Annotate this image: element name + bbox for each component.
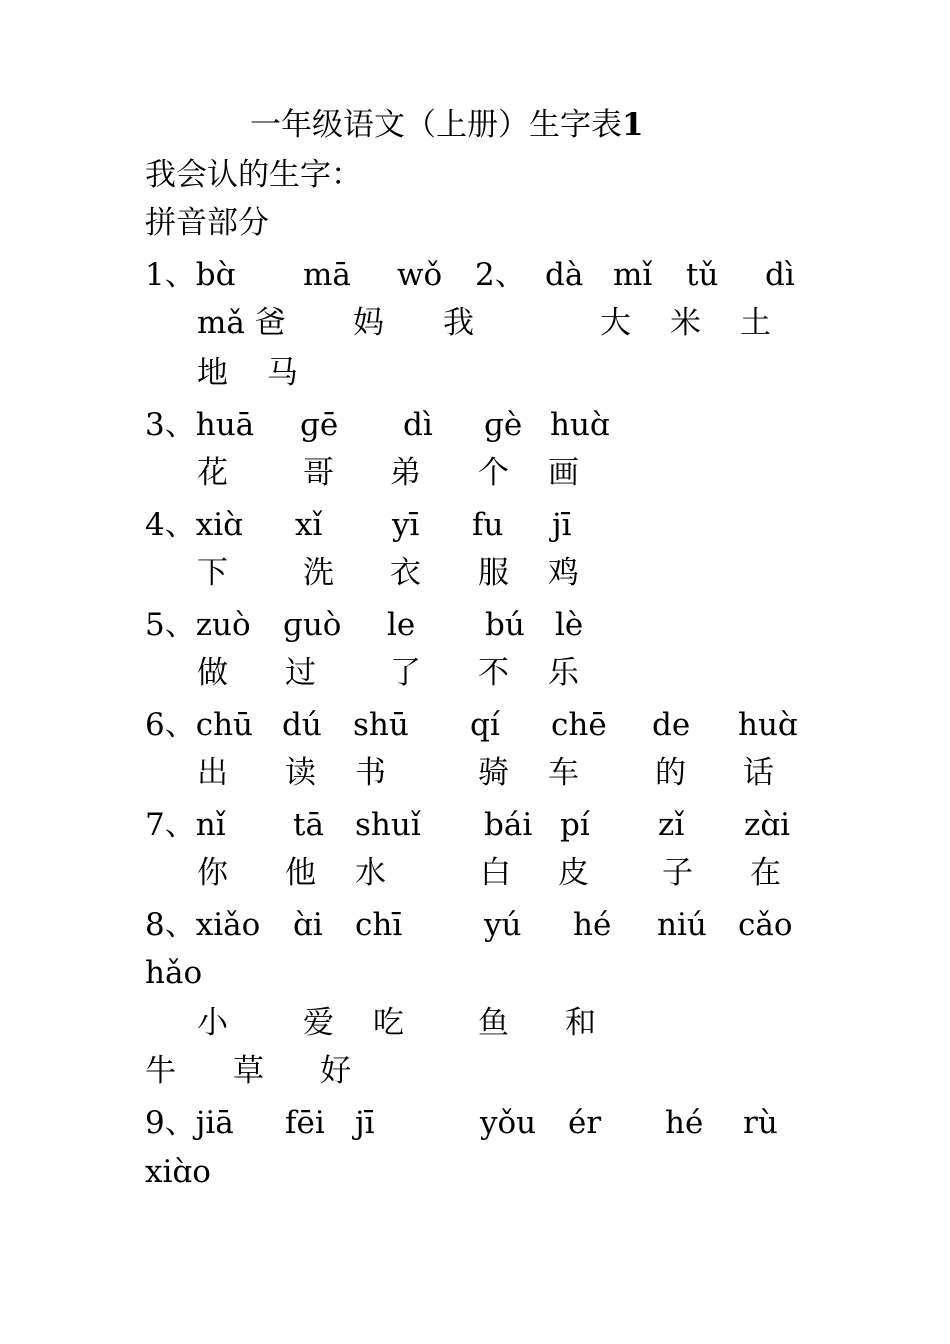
pinyin: 8、xiǎo bbox=[145, 907, 261, 943]
character: 好 bbox=[320, 1053, 351, 1089]
character: 马 bbox=[267, 355, 298, 391]
character: 爱 bbox=[303, 1005, 334, 1041]
pinyin: fu bbox=[472, 507, 504, 543]
character: 衣 bbox=[390, 555, 421, 591]
pinyin: dà bbox=[545, 257, 584, 293]
pinyin: zǐ bbox=[658, 807, 685, 843]
pinyin: ɡuò bbox=[283, 607, 342, 643]
pinyin: 6、chū bbox=[145, 707, 254, 743]
character: 过 bbox=[285, 655, 316, 691]
character: 草 bbox=[233, 1053, 264, 1089]
character: 读 bbox=[285, 755, 316, 791]
character: 做 bbox=[197, 655, 228, 691]
character: 弟 bbox=[390, 455, 421, 491]
character: 哥 bbox=[303, 455, 334, 491]
title-text: 一年级语文（上册）生字表 bbox=[250, 107, 622, 143]
pinyin: yǒu bbox=[480, 1105, 537, 1141]
character: 了 bbox=[390, 655, 421, 691]
section-heading: 拼音部分 bbox=[145, 205, 269, 241]
character: 鱼 bbox=[478, 1005, 509, 1041]
pinyin: 7、nǐ bbox=[145, 807, 226, 843]
character: 土 bbox=[740, 305, 771, 341]
pinyin: shuǐ bbox=[355, 807, 421, 843]
pinyin: hǎo bbox=[145, 955, 203, 991]
character: 米 bbox=[670, 305, 701, 341]
pinyin: ér bbox=[568, 1105, 602, 1141]
character: 在 bbox=[750, 855, 781, 891]
pinyin: tā bbox=[293, 807, 324, 843]
pinyin: dì bbox=[403, 407, 433, 443]
character: 鸡 bbox=[548, 555, 579, 591]
character: 洗 bbox=[303, 555, 334, 591]
pinyin: chē bbox=[551, 707, 607, 743]
pinyin: yī bbox=[392, 507, 420, 543]
pinyin: jī bbox=[552, 507, 572, 543]
pinyin: ɡē bbox=[300, 407, 339, 443]
character: mǎ 爸 bbox=[197, 305, 286, 341]
character: 妈 bbox=[353, 305, 384, 341]
character: 个 bbox=[478, 455, 509, 491]
character: 地 bbox=[197, 355, 228, 391]
pinyin: dú bbox=[282, 707, 322, 743]
pinyin: xǐ bbox=[295, 507, 323, 543]
character: 不 bbox=[478, 655, 509, 691]
pinyin: bái bbox=[484, 807, 533, 843]
pinyin: xiɑ̀o bbox=[145, 1154, 211, 1190]
character: 牛 bbox=[145, 1053, 176, 1089]
character: 画 bbox=[548, 455, 579, 491]
pinyin: de bbox=[652, 707, 691, 743]
pinyin: hé bbox=[665, 1105, 704, 1141]
character: 和 bbox=[565, 1005, 596, 1041]
pinyin: tǔ bbox=[686, 257, 719, 293]
pinyin: ɑ̀i bbox=[293, 907, 323, 943]
pinyin: qí bbox=[470, 707, 500, 743]
character: 车 bbox=[548, 755, 579, 791]
character: 书 bbox=[355, 755, 386, 791]
pinyin: 5、zuò bbox=[145, 607, 251, 643]
item-number: 2、 bbox=[475, 257, 526, 293]
character: 出 bbox=[197, 755, 228, 791]
pinyin: 1、bɑ̀ bbox=[145, 257, 236, 293]
pinyin: huɑ̀ bbox=[550, 407, 610, 443]
character: 骑 bbox=[478, 755, 509, 791]
character: 他 bbox=[285, 855, 316, 891]
pinyin: pí bbox=[560, 807, 590, 843]
character: 下 bbox=[197, 555, 228, 591]
character: 吃 bbox=[373, 1005, 404, 1041]
character: 花 bbox=[197, 455, 228, 491]
pinyin: niú bbox=[657, 907, 707, 943]
pinyin: jī bbox=[355, 1105, 375, 1141]
pinyin: fēi bbox=[285, 1105, 325, 1141]
pinyin: yú bbox=[484, 907, 522, 943]
pinyin: cǎo bbox=[738, 907, 793, 943]
pinyin: mā bbox=[303, 257, 351, 293]
character: 我 bbox=[443, 305, 474, 341]
character: 皮 bbox=[558, 855, 589, 891]
document-title bbox=[250, 107, 644, 143]
character: 小 bbox=[197, 1005, 228, 1041]
character: 话 bbox=[743, 755, 774, 791]
character: 你 bbox=[197, 855, 228, 891]
pinyin: lè bbox=[555, 607, 584, 643]
pinyin: le bbox=[387, 607, 416, 643]
pinyin: 3、huā bbox=[145, 407, 255, 443]
pinyin: hé bbox=[573, 907, 612, 943]
character: 水 bbox=[355, 855, 386, 891]
character: 的 bbox=[655, 755, 686, 791]
pinyin: rù bbox=[743, 1105, 778, 1141]
pinyin: bú bbox=[485, 607, 525, 643]
pinyin: huɑ̀ bbox=[738, 707, 798, 743]
pinyin: 9、jiā bbox=[145, 1105, 234, 1141]
pinyin: shū bbox=[353, 707, 409, 743]
character: 大 bbox=[600, 305, 631, 341]
subtitle: 我会认的生字： bbox=[145, 157, 362, 193]
character: 白 bbox=[480, 855, 511, 891]
pinyin: mǐ bbox=[613, 257, 653, 293]
title-number: 1 bbox=[622, 107, 644, 143]
character: 服 bbox=[478, 555, 509, 591]
pinyin: dì bbox=[765, 257, 795, 293]
pinyin: ɡè bbox=[484, 407, 523, 443]
pinyin: chī bbox=[355, 907, 403, 943]
character: 乐 bbox=[548, 655, 579, 691]
character: 子 bbox=[662, 855, 693, 891]
pinyin: 4、xiɑ̀ bbox=[145, 507, 243, 543]
pinyin: wǒ bbox=[397, 257, 443, 293]
pinyin: zɑ̀i bbox=[744, 807, 791, 843]
